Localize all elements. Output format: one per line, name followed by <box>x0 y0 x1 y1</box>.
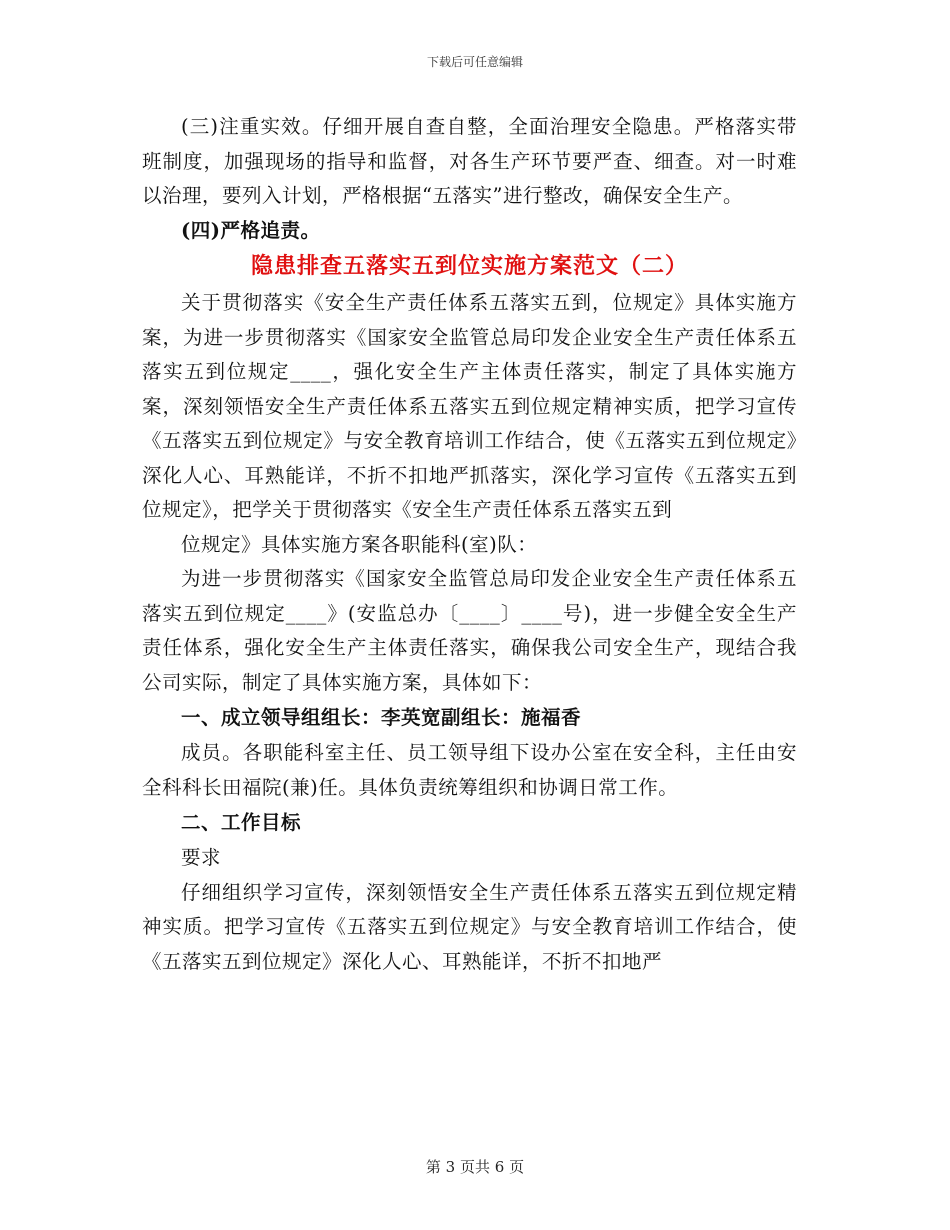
paragraph-implementation: (三)注重实效。仔细开展自查自整，全面治理安全隐患。严格落实带班制度，加强现场的指导和监督，对各生产环节要严查、细查。对一时难以治理，要列入计划，严格根据“五落实”进行整改，确保安全生产。 <box>142 115 797 207</box>
paragraph-intro: 关于贯彻落实《安全生产责任体系五落实五到，位规定》具体实施方案，为进一步贯彻落实《国家安全监管总局印发企业安全生产责任体系五落实五到位规定____，强化安全生产主体责任落实，制定了具体实施方案，深刻领悟安全生产责任体系五落实五到位规定精神实质，把学习宣传《五落实五到位规定》与安全教育培训工作结合，使《五落实五到位规定》深化人心、耳熟能详，不折不扣地严抓落实，深化学习宣传《五落实五到位规定》，把学关于贯彻落实《安全生产责任体系五落实五到 <box>142 291 797 521</box>
paragraph-requirements: 要求 <box>181 846 222 869</box>
page-header: 下载后可任意编辑 <box>426 55 523 69</box>
heading-work-goals: 二、工作目标 <box>181 811 302 834</box>
heading-leadership-group: 一、成立领导组组长：李英宽副组长：施福香 <box>181 706 582 729</box>
paragraph-purpose: 为进一步贯彻落实《国家安全监管总局印发企业安全生产责任体系五落实五到位规定____》(安监总办〔____〕____号)，进一步健全安全生产责任体系，强化安全生产主体责任落实，确保我公司安全生产，现结合我公司实际，制定了具体实施方案，具体如下： <box>142 567 797 694</box>
page-footer: 第 3 页共 6 页 <box>425 1158 525 1176</box>
document-body <box>142 110 797 979</box>
paragraph-members: 成员。各职能科室主任、员工领导组下设办公室在安全科，主任由安全科科长田福院(兼)任。具体负责统筹组织和协调日常工作。 <box>142 741 797 799</box>
paragraph-accountability: (四)严格追责。 <box>181 218 321 242</box>
section-title: 隐患排查五落实五到位实施方案范文（二） <box>250 253 688 279</box>
paragraph-study: 仔细组织学习宣传，深刻领悟安全生产责任体系五落实五到位规定精神实质。把学习宣传《五落实五到位规定》与安全教育培训工作结合，使《五落实五到位规定》深化人心、耳熟能详，不折不扣地严 <box>142 880 797 973</box>
paragraph-addressee: 位规定》具体实施方案各职能科(室)队： <box>181 532 538 556</box>
